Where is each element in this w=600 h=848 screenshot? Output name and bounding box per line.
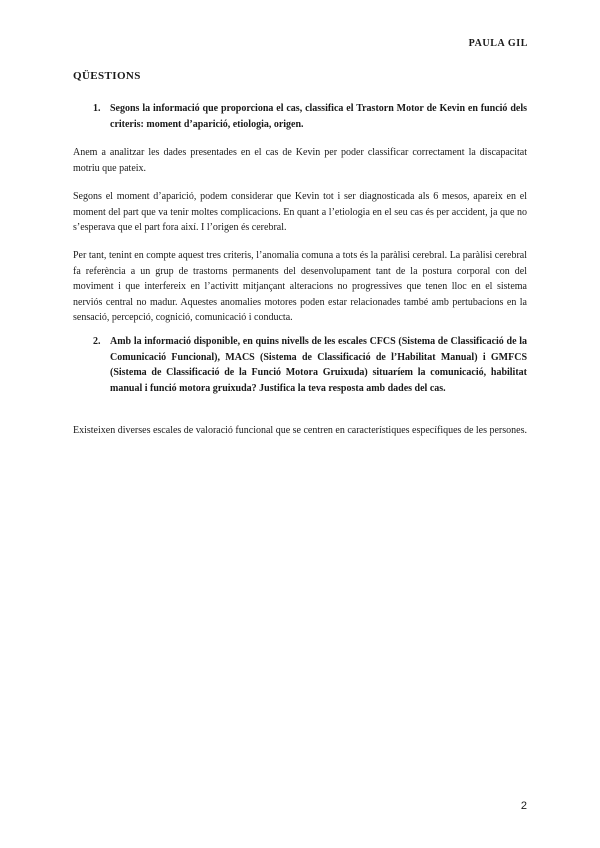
paragraph-intro: Anem a analitzar les dades presentades en el cas de Kevin per poder classificar correctament la discapacitat motriu que pateix. (73, 147, 527, 174)
question-2-text: Amb la informació disponible, en quins nivells de les escales CFCS (Sistema de Classificació de la Comunicació Funcional), MACS (Sistema de Classificació de l’Habilitat Manual) i GMFCS (Sistema de Classificació de la Funció Motora Gruixuda) situaríem la comunicació, habilitat manual i funció motora gruixuda? Justifica la teva resposta amb dades del cas. (110, 336, 527, 394)
paragraph-moment-etiology: Segons el moment d’aparició, podem considerar que Kevin tot i ser diagnosticada als 6 mesos, apareix en el moment del part que va tenir moltes complicacions. En quant a l’etiologia en el seu cas és per accident, ja que no s’esperava que el part fora així. I l’origen és cerebral. (73, 191, 527, 233)
question-1-text: Segons la informació que proporciona el cas, classifica el Trastorn Motor de Kevin en funció dels criteris: moment d’aparició, etiologia, origen. (110, 103, 527, 130)
header-author: PAULA GIL (468, 38, 528, 49)
paragraph-cerebral-palsy: Per tant, tenint en compte aquest tres criteris, l’anomalia comuna a tots és la paràlisi cerebral. La paràlisi cerebral fa referència a un grup de trastorns permanents del desenvolupament tant de la postura corporal con del moviment i que interfereix en l’activitt mitjançant alteracions no progressives que tenen lloc en el sistema nerviós central no madur. Aquestes anomalies motores poden estar relacionades també amb pertubacions en la sensació, percepció, cognició, comunicació i conducta. (73, 250, 527, 323)
paragraph-scales: Existeixen diverses escales de valoració funcional que se centren en característiques específiques de les persones. (73, 425, 527, 436)
question-1 (93, 101, 527, 132)
page-number: 2 (520, 800, 527, 812)
question-2 (93, 334, 527, 396)
section-title: QÜESTIONS (73, 70, 141, 82)
question-2-number: 2. (93, 336, 101, 347)
question-1-number: 1. (93, 103, 101, 114)
